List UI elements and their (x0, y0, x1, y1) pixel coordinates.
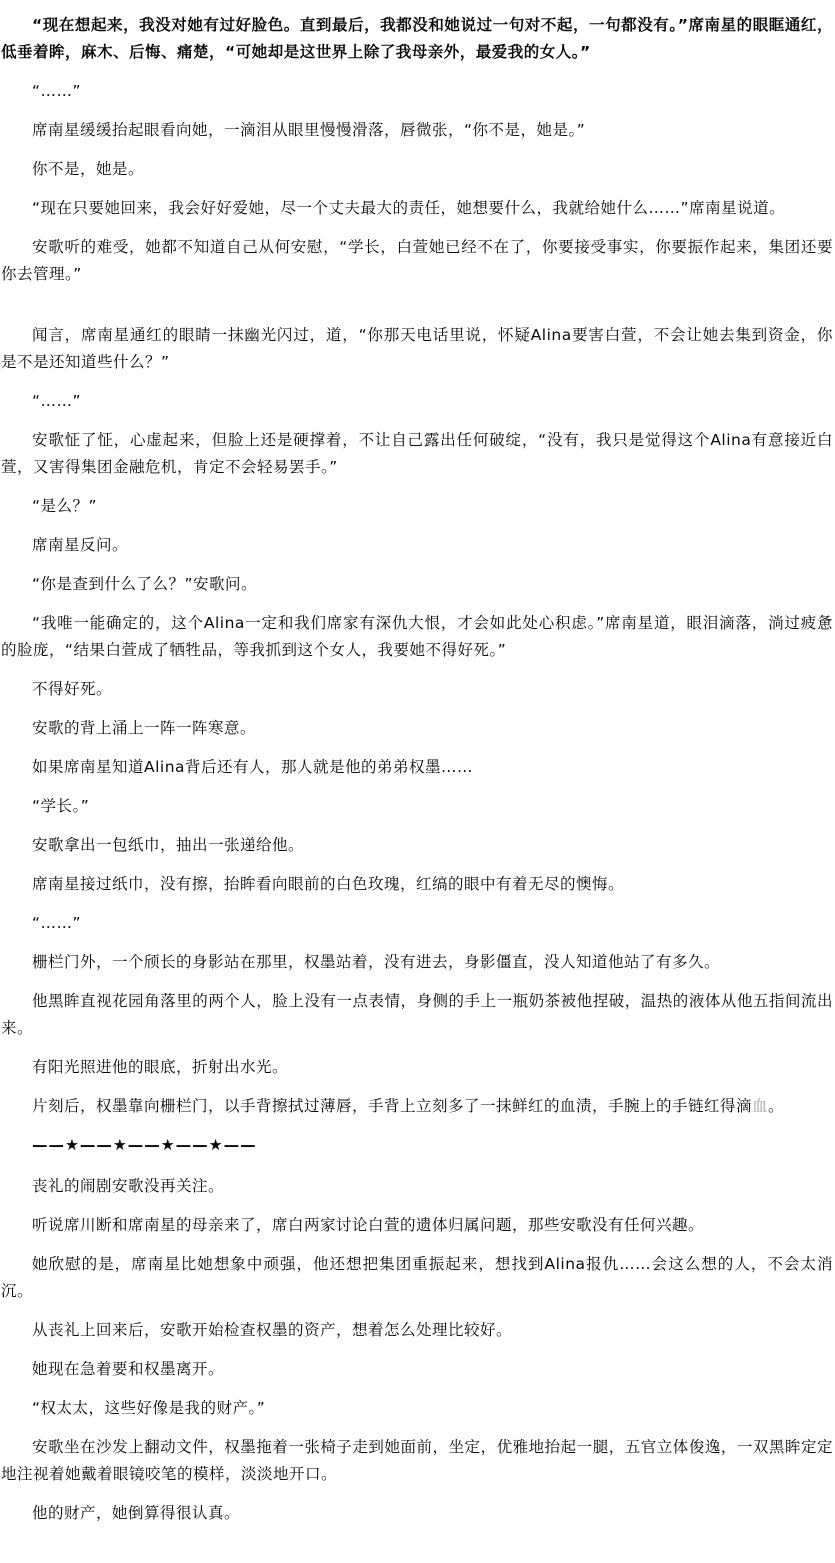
paragraph-text: 席南星反问。 (32, 536, 129, 554)
paragraph-text: 她现在急着要和权墨离开。 (32, 1360, 225, 1378)
paragraph-text: “现在想起来，我没对她有过好脸色。直到最后，我都没和她说过一句对不起，一句都没有。”席南星的眼眶通红，低垂着眸，麻木、后悔、痛楚，“可她却是这世界上除了我母亲外，最爱我的女人。” (1, 16, 833, 61)
paragraph-text: 安歌拿出一包纸巾，抽出一张递给他。 (32, 836, 305, 854)
paragraph-text: 安歌怔了怔，心虚起来，但脸上还是硬撑着，不让自己露出任何破绽，“没有，我只是觉得这个Alina有意接近白萱，又害得集团金融危机，肯定不会轻易罢手。” (1, 431, 833, 476)
paragraph (1, 988, 833, 1042)
paragraph (1, 1093, 833, 1120)
paragraph-text: 安歌听的难受，她都不知道自己从何安慰，“学长，白萱她已经不在了，你要接受事实，你要振作起来，集团还要你去管理。” (1, 238, 833, 283)
paragraph (1, 117, 833, 144)
paragraph-text: “权太太，这些好像是我的财产。” (32, 1399, 266, 1417)
paragraph (1, 1212, 833, 1239)
paragraph (1, 234, 833, 288)
paragraph (1, 195, 833, 222)
paragraph-text: 你不是，她是。 (32, 160, 145, 178)
paragraph-text: 席南星接过纸巾，没有擦，抬眸看向眼前的白色玫瑰，红缟的眼中有着无尽的懊悔。 (32, 875, 625, 893)
scene-divider (1, 1132, 833, 1159)
muted-character: 血 (752, 1097, 769, 1115)
paragraph-text: 席南星缓缓抬起眼看向她，一滴泪从眼里慢慢滑落，唇微张，“你不是，她是。” (32, 121, 586, 139)
paragraph (1, 1500, 833, 1527)
paragraph (1, 949, 833, 976)
paragraph-text: 有阳光照进他的眼底，折射出水光。 (32, 1058, 289, 1076)
paragraph (1, 871, 833, 898)
paragraph-text: 不得好死。 (32, 680, 113, 698)
paragraph-text: 他的财产，她倒算得很认真。 (32, 1504, 241, 1522)
paragraph-text: “……” (32, 392, 82, 410)
paragraph-text: 如果席南星知道Alina背后还有人，那人就是他的弟弟权墨…… (32, 758, 474, 776)
paragraph (1, 322, 833, 376)
chapter-text (1, 12, 833, 1527)
paragraph (1, 832, 833, 859)
paragraph-text: “我唯一能确定的，这个Alina一定和我们席家有深仇大恨，才会如此处心积虑。”席南星道，眼泪滴落，淌过疲惫的脸庞，“结果白萱成了牺牲品，等我抓到这个女人，我要她不得好死。” (1, 614, 833, 659)
paragraph-text-tail: 。 (768, 1097, 785, 1115)
paragraph-text: ——★——★——★——★—— (32, 1136, 257, 1154)
paragraph (1, 532, 833, 559)
paragraph-text: 从丧礼上回来后，安歌开始检查权墨的资产，想着怎么处理比较好。 (32, 1321, 513, 1339)
paragraph (1, 715, 833, 742)
paragraph (1, 1395, 833, 1422)
paragraph (1, 1434, 833, 1488)
paragraph (1, 610, 833, 664)
paragraph-text: 安歌坐在沙发上翻动文件，权墨拖着一张椅子走到她面前，坐定，优雅地抬起一腿，五官立体俊逸，一双黑眸定定地注视着她戴着眼镜咬笔的模样，淡淡地开口。 (1, 1438, 833, 1483)
paragraph-text: 他黑眸直视花园角落里的两个人，脸上没有一点表情，身侧的手上一瓶奶茶被他捏破，温热的液体从他五指间流出来。 (1, 992, 833, 1037)
paragraph-text: 安歌的背上涌上一阵一阵寒意。 (32, 719, 257, 737)
paragraph (1, 676, 833, 703)
paragraph (1, 910, 833, 937)
paragraph-text: 她欣慰的是，席南星比她想象中顽强，他还想把集团重振起来，想找到Alina报仇……会这么想的人，不会太消沉。 (1, 1255, 833, 1300)
paragraph (1, 388, 833, 415)
paragraph (1, 156, 833, 183)
paragraph (1, 1251, 833, 1305)
paragraph (1, 1054, 833, 1081)
paragraph-text: “学长。” (32, 797, 90, 815)
paragraph (1, 1317, 833, 1344)
paragraph (1, 78, 833, 105)
paragraph (1, 1356, 833, 1383)
paragraph (1, 793, 833, 820)
paragraph (1, 754, 833, 781)
paragraph-text: “……” (32, 82, 82, 100)
paragraph-text: “是么？” (32, 497, 98, 515)
paragraph-text: “你是查到什么了么？”安歌问。 (32, 575, 258, 593)
paragraph-text: 栅栏门外，一个颀长的身影站在那里，权墨站着，没有进去，身影僵直，没人知道他站了有多久。 (32, 953, 721, 971)
paragraph-text: 片刻后，权墨靠向栅栏门，以手背擦拭过薄唇，手背上立刻多了一抹鲜红的血渍，手腕上的手链红得滴 (32, 1097, 753, 1115)
paragraph (1, 1173, 833, 1200)
paragraph-text: 闻言，席南星通红的眼睛一抹幽光闪过，道，“你那天电话里说，怀疑Alina要害白萱，不会让她去集到资金，你是不是还知道些什么？” (1, 326, 833, 371)
paragraph (1, 571, 833, 598)
paragraph (1, 493, 833, 520)
paragraph (1, 427, 833, 481)
paragraph-text: “……” (32, 914, 82, 932)
paragraph-text: 听说席川断和席南星的母亲来了，席白两家讨论白萱的遗体归属问题，那些安歌没有任何兴趣。 (32, 1216, 705, 1234)
paragraph (1, 12, 833, 66)
paragraph-text: 丧礼的闹剧安歌没再关注。 (32, 1177, 225, 1195)
paragraph-text: “现在只要她回来，我会好好爱她，尽一个丈夫最大的责任，她想要什么，我就给她什么……”席南星说道。 (32, 199, 786, 217)
